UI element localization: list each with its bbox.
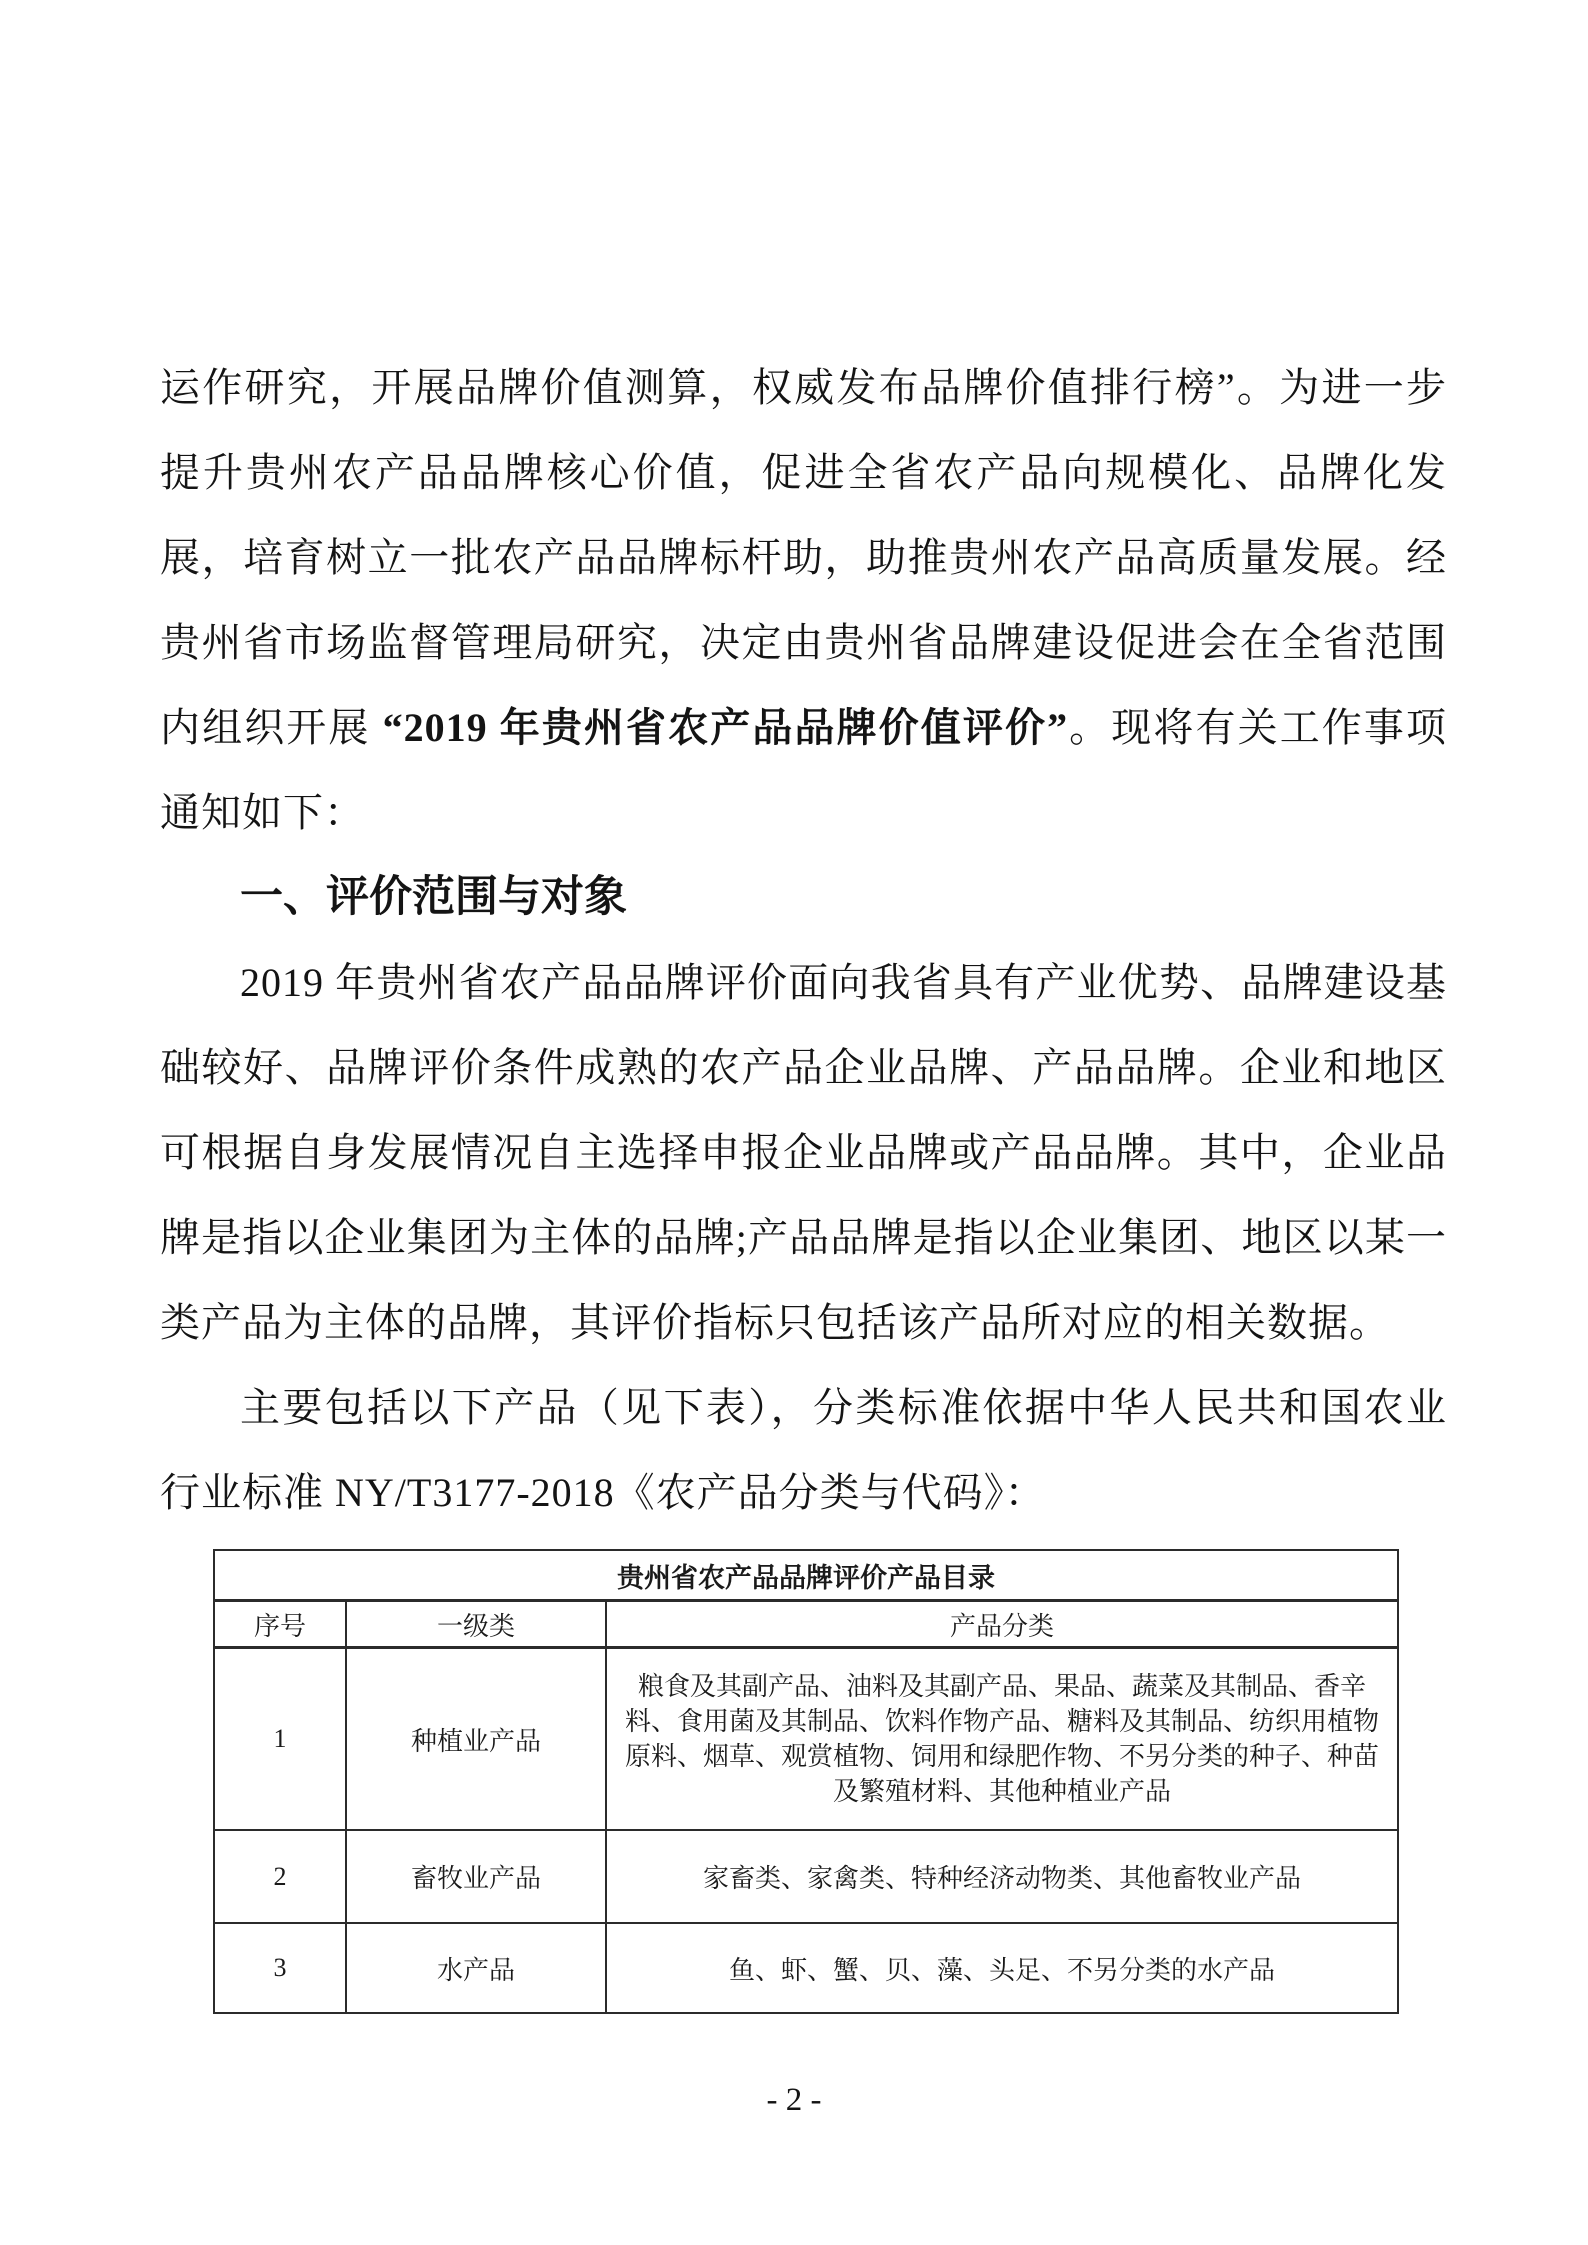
table-header-row	[214, 1601, 1398, 1648]
page-number: - 2 -	[766, 2082, 822, 2118]
intro-text-run-tail: 。现将有关工作事项通知如下：	[160, 705, 1448, 835]
cell-row-no: 3	[214, 1923, 346, 2013]
table-title: 贵州省农产品品牌评价产品目录	[214, 1550, 1398, 1601]
table-row	[214, 1830, 1398, 1923]
paragraph-scope: 2019 年贵州省农产品品牌评价面向我省具有产业优势、品牌建设基础较好、品牌评价条件成熟的农产品企业品牌、产品品牌。企业和地区可根据自身发展情况自主选择申报企业品牌或产品品牌。其中，企业品牌是指以企业集团为主体的品牌;产品品牌是指以企业集团、地区以某一类产品为主体的品牌，其评价指标只包括该产品所对应的相关数据。	[160, 960, 1447, 1345]
cell-category: 种植业产品	[346, 1648, 606, 1831]
paragraph-intro	[160, 345, 1447, 855]
cell-row-no: 1	[214, 1648, 346, 1831]
section-heading-evaluation-scope: 一、评价范围与对象	[240, 873, 627, 921]
table-row	[214, 1923, 1398, 2013]
table-row	[214, 1648, 1398, 1831]
table-title-row	[214, 1550, 1398, 1601]
cell-products: 鱼、虾、蟹、贝、藻、头足、不另分类的水产品	[606, 1923, 1398, 2013]
cell-products: 粮食及其副产品、油料及其副产品、果品、蔬菜及其制品、香辛料、食用菌及其制品、饮料作物产品、糖料及其制品、纺织用植物原料、烟草、观赏植物、饲用和绿肥作物、不另分类的种子、种苗及繁殖材料、其他种植业产品	[606, 1648, 1398, 1831]
table-header-category: 一级类	[346, 1601, 606, 1648]
table-header-no: 序号	[214, 1601, 346, 1648]
cell-category: 水产品	[346, 1923, 606, 2013]
table-header-products: 产品分类	[606, 1601, 1398, 1648]
intro-text-run: 运作研究，开展品牌价值测算，权威发布品牌价值排行榜”。为进一步提升贵州农产品品牌核心价值，促进全省农产品向规模化、品牌化发展，培育树立一批农产品品牌标杆助，助推贵州农产品高质量发展。经贵州省市场监督管理局研究，决定由贵州省品牌建设促进会在全省范围内组织开展	[160, 365, 1447, 750]
cell-category: 畜牧业产品	[346, 1830, 606, 1923]
intro-bold-run: “2019 年贵州省农产品品牌价值评价”	[382, 705, 1069, 750]
cell-row-no: 2	[214, 1830, 346, 1923]
cell-products: 家畜类、家禽类、特种经济动物类、其他畜牧业产品	[606, 1830, 1398, 1923]
paragraph-products-intro: 主要包括以下产品（见下表），分类标准依据中华人民共和国农业行业标准 NY/T3177-2018《农产品分类与代码》：	[160, 1385, 1447, 1515]
product-catalog-table	[213, 1549, 1399, 2014]
